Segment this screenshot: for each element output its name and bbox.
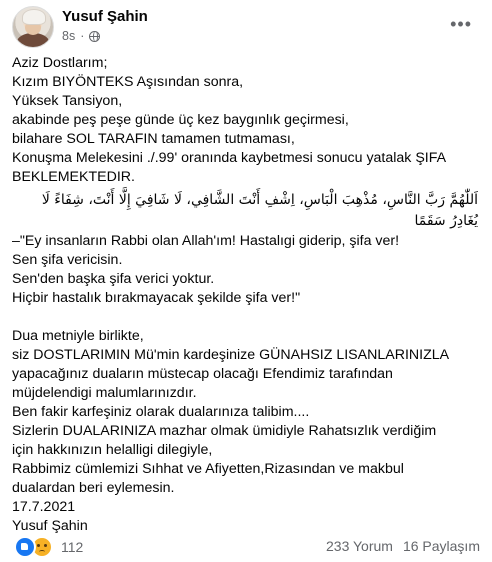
avatar-robe [17,33,49,48]
avatar-turban [22,9,46,25]
body-line: Kızım BIYÖNTEKS Aşısından sonra, [12,74,244,90]
closing-line: Sizlerin DUALARINIZA mazhar olmak ümidiyle Rahatsızlık verdiğim [12,423,437,439]
globe-icon [89,31,100,42]
comments-count[interactable]: 233 Yorum [326,538,393,554]
closing-line: Rabbimiz cümlemizi Sıhhat ve Afiyetten,Rizasından ve makbul [12,461,404,477]
author-avatar[interactable] [12,6,54,48]
more-options-icon[interactable]: ••• [450,14,472,34]
body-line: BEKLEMEKTEDIR. [12,169,135,185]
closing-line: dualardan beri eylemesin. [12,480,175,496]
closing-line: yapacağınız duaların müstecap olacağı Efendimiz tarafından [12,366,393,382]
body-line: Konuşma Melekesini ./.99' oranında kaybetmesi sonucu yatalak ŞIFA [12,150,447,166]
engagement-counts [326,538,480,554]
prayer-line: Hiçbir hastalık bırakmayacak şekilde şifa ver!" [12,290,301,306]
post-meta [62,29,100,43]
post-body [12,54,482,536]
reaction-count: 112 [61,539,84,555]
post-header [12,6,482,50]
body-line: Aziz Dostlarım; [12,55,108,71]
body-line: bilahare SOL TARAFIN tamamen tutmaması, [12,131,295,147]
closing-line: müjdelendigi malumlarınızdır. [12,385,197,401]
closing-line: siz DOSTLARIMIN Mü'min kardeşinize GÜNAHSIZ LISANLARINIZLA [12,347,450,363]
shares-count[interactable]: 16 Paylaşım [402,538,480,554]
post-signature: Yusuf Şahin [12,518,88,534]
author-name[interactable]: Yusuf Şahin [62,8,148,25]
closing-line: Ben fakir karfeşiniz olarak dualarınıza talibim.... [12,404,310,420]
prayer-line: –"Ey insanların Rabbi olan Allah'ım! Hastalıgi giderip, şifa ver! [12,233,400,249]
paragraph-gap [12,308,482,327]
post-time[interactable]: 8s [62,29,76,43]
reactions-summary[interactable] [14,536,83,558]
closing-line: için hakkınızın helalligi dilegiyle, [12,442,213,458]
body-line: Yüksek Tansiyon, [12,93,123,109]
meta-separator: · [80,29,85,43]
post-date: 17.7.2021 [12,499,76,515]
closing-line: Dua metniyle birlikte, [12,328,144,344]
post-footer [12,536,482,558]
body-line: akabinde peş peşe günde üç kez baygınlık geçirmesi, [12,112,349,128]
arabic-prayer: اَللّٰهُمَّ رَبَّ النَّاسِ، مُذْهِبَ الْبَاسِ، اِشْفِ أَنْتَ الشَّافِي، لَا شَافِيَ إِلَّا أَنْتَ، شِفَاءً لَا يُغَادِرُ سَقَمًا [41,192,478,229]
like-reaction-icon [14,536,36,558]
prayer-line: Sen'den başka şifa verici yoktur. [12,271,215,287]
prayer-line: Sen şifa vericisin. [12,252,123,268]
